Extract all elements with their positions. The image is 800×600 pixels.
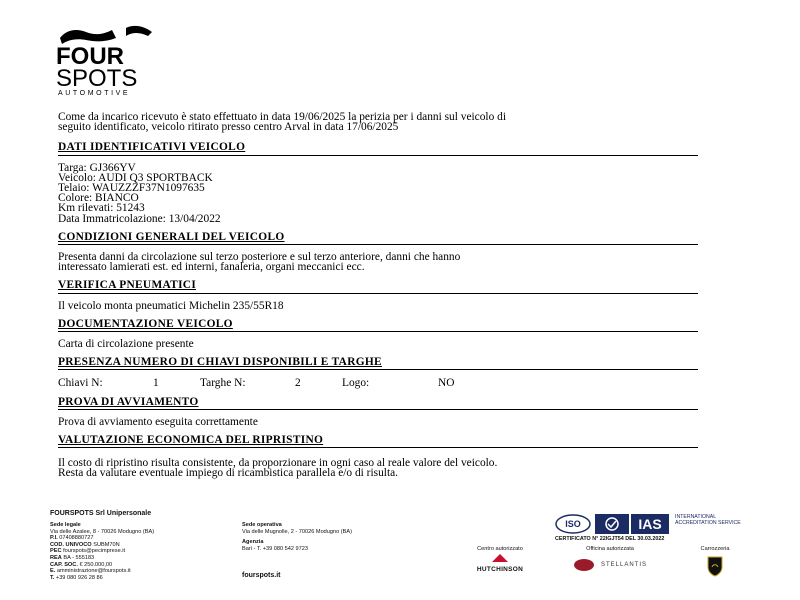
plates-label: Targhe N: <box>200 377 246 390</box>
rea-label: REA <box>50 554 62 561</box>
cod-label: COD. UNIVOCO <box>50 541 92 548</box>
officina-name: STELLANTIS <box>600 562 647 568</box>
certificate-number: CERTIFICATO N° 22IGJT54 DEL 30.03.2022 <box>555 536 665 542</box>
logo-line2: SPOTS <box>56 65 138 92</box>
section-body-dati <box>58 163 748 224</box>
pec: fourspots@pecimprese.it <box>63 548 126 555</box>
text-line: Prova di avviamento eseguita correttamente <box>58 415 258 428</box>
section-title-dati: DATI IDENTIFICATIVI VEICOLO <box>58 141 246 154</box>
cap-label: CAP. SOC. <box>50 561 78 568</box>
section-body-condizioni <box>58 252 748 272</box>
iso-text: ISO <box>565 519 581 529</box>
vehicle-registration-date: Data Immatricolazione: 13/04/2022 <box>58 212 221 225</box>
intro-paragraph <box>58 112 748 132</box>
logo-label: Logo: <box>342 377 370 390</box>
text-line: Resta da valutare eventuale impiego di ricambistica parallela e/o di risulta. <box>58 467 399 480</box>
tel: +39 080 926 28 86 <box>55 574 103 581</box>
section-body-documentazione <box>58 339 748 349</box>
accreditation-icon <box>595 514 629 534</box>
ias-logo: IAS <box>631 514 669 534</box>
footer-company: FOURSPOTS Srl Unipersonale <box>50 510 152 517</box>
section-divider <box>58 155 698 156</box>
vehicle-color: Colore: BIANCO <box>58 192 139 205</box>
intro-line: Come da incarico ricevuto è stato effettuato in data 19/06/2025 la perizia per i danni sul veicolo di <box>58 111 506 123</box>
section-divider <box>58 244 698 245</box>
ias-full-name: INTERNATIONAL ACCREDITATION SERVICE <box>675 514 741 526</box>
vehicle-plate: Targa: GJ366YV <box>58 161 136 174</box>
partner-officina <box>560 546 660 572</box>
partners-block <box>455 546 750 596</box>
section-divider <box>58 447 698 448</box>
section-title-valutazione: VALUTAZIONE ECONOMICA DEL RIPRISTINO <box>58 434 324 447</box>
lamborghini-shield-icon <box>706 555 724 577</box>
tel-label: T. <box>50 574 55 581</box>
section-title-condizioni: CONDIZIONI GENERALI DEL VEICOLO <box>58 230 285 243</box>
section-title-avviamento: PROVA DI AVVIAMENTO <box>58 395 199 408</box>
email: amministrazione@fourspots.it <box>56 568 131 575</box>
footer-legal-info <box>50 522 240 581</box>
section-body-valutazione <box>58 458 748 478</box>
fourspots-logo <box>56 24 176 96</box>
section-divider <box>58 331 698 332</box>
section-title-chiavi: PRESENZA NUMERO DI CHIAVI DISPONIBILI E TARGHE <box>58 356 382 369</box>
section-divider <box>58 293 698 294</box>
text-line: Il costo di ripristino risulta consistente, da proporzionare in ogni caso al reale valore del veicolo. <box>58 457 498 470</box>
logo-line1: FOUR <box>56 43 124 70</box>
text-line: Il veicolo monta pneumatici Michelin 235/55R18 <box>58 299 284 312</box>
vehicle-model: Veicolo: AUDI Q3 SPORTBACK <box>58 171 213 184</box>
section-divider <box>58 409 698 410</box>
keys-row <box>58 378 748 388</box>
intro-line: seguito identificato, veicolo ritirato presso centro Arval in data 17/06/2025 <box>58 121 399 134</box>
vehicle-vin: Telaio: WAUZZZF37N1097635 <box>58 182 205 195</box>
officina-label: Officina autorizzata <box>586 546 634 552</box>
section-title-documentazione: DOCUMENTAZIONE VEICOLO <box>58 317 233 330</box>
cod: SUBM70N <box>93 541 120 548</box>
text-line: Presenta danni da circolazione sul terzo posteriore e sul terzo anteriore, danni che hanno <box>58 251 461 264</box>
rea: BA - 555183 <box>63 554 95 561</box>
partner-centro <box>455 546 545 573</box>
vehicle-km: Km rilevati: 51243 <box>58 202 145 215</box>
keys-value: 1 <box>153 377 159 390</box>
section-body-avviamento <box>58 417 748 427</box>
sede-op: Via delle Mugnolle, 2 - 70026 Modugno (BA) <box>242 528 352 535</box>
cap: € 250.000,00 <box>79 561 113 568</box>
text-line: interessato lamierati est. ed interni, fanaleria, organi meccanici ecc. <box>58 261 365 274</box>
sede-op-label: Sede operativa <box>242 522 282 528</box>
carrozzeria-label: Carrozzeria <box>700 546 730 552</box>
piva-label: P.I. <box>50 535 58 542</box>
text-line: Carta di circolazione presente <box>58 338 194 351</box>
keys-label: Chiavi N: <box>58 377 103 390</box>
iso-icon <box>555 514 591 534</box>
logo-line3: AUTOMOTIVE <box>58 90 131 96</box>
pec-label: PEC <box>50 548 62 555</box>
page-footer <box>50 510 750 600</box>
report-body <box>58 112 748 487</box>
agenzia: Bari - T. +39 080 542 9723 <box>242 545 308 552</box>
sede-legale: Via delle Azalee, 8 - 70026 Modugno (BA) <box>50 528 155 535</box>
section-title-pneumatici: VERIFICA PNEUMATICI <box>58 279 197 292</box>
section-body-pneumatici <box>58 301 748 311</box>
hutchinson-icon <box>490 552 510 564</box>
centro-name: HUTCHINSON <box>476 566 524 573</box>
agenzia-label: Agenzia <box>242 539 264 546</box>
centro-label: Centro autorizzato <box>477 546 523 552</box>
logo-value: NO <box>438 377 455 390</box>
sede-legale-label: Sede legale <box>50 522 81 528</box>
fiat-icon <box>573 558 595 572</box>
piva: 07408880727 <box>59 535 94 542</box>
partner-carrozzeria <box>680 546 750 579</box>
email-label: E. <box>50 568 56 575</box>
footer-operational-info <box>242 522 432 552</box>
plates-value: 2 <box>295 377 301 390</box>
section-divider <box>58 369 698 370</box>
footer-website: fourspots.it <box>242 572 281 579</box>
